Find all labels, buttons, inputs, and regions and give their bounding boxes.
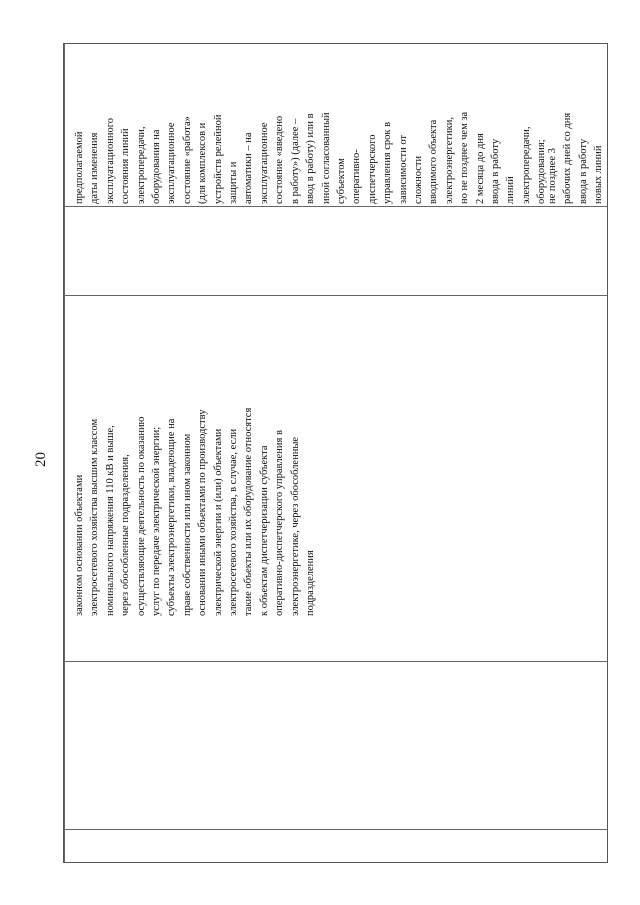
cell-text-line: осуществляющие деятельность по оказанию: [135, 416, 147, 616]
cell-text-line: электросетевого хозяйства, в случае, если: [228, 428, 240, 616]
cell-text-line: законном основании объектами: [74, 474, 85, 616]
cell-text-line: праве собственности или ином законном: [181, 433, 193, 616]
cell-text-line: зависимости от: [397, 134, 409, 204]
cell-text-line: иной согласованный: [320, 112, 332, 204]
table-row-divider: [64, 661, 607, 662]
cell-text-line: устройств релейной: [212, 114, 224, 204]
table-column-divider: [64, 44, 65, 862]
cell-text-line: состояние «работа»: [181, 116, 193, 204]
cell-text-line: оперативно-: [351, 149, 363, 204]
cell-text-line: электрической энергии и (или) объектами: [212, 428, 224, 616]
cell-text-line: такие объекты или их оборудование относятся: [243, 407, 255, 616]
cell-text-line: управления срок в: [382, 121, 394, 204]
cell-text-line: даты изменения: [89, 132, 101, 204]
deadline-cell-text: [72, 50, 550, 204]
cell-text-line: оборудования;: [536, 139, 548, 204]
cell-text-line: (для комплексов и: [197, 122, 209, 204]
cell-text-line: через обособленные подразделения,: [120, 454, 132, 616]
cell-text-line: 2 месяца до дня: [474, 133, 486, 204]
cell-text-line: электросетевого хозяйства высшим классом: [89, 418, 101, 616]
cell-text-line: электропередачи,: [135, 126, 147, 204]
table-row-divider: [64, 206, 607, 207]
table-row-divider: [64, 829, 607, 830]
requirements-cell-text: [72, 296, 319, 616]
cell-text-line: электроэнергетике, через обособленные: [289, 436, 301, 616]
cell-text-line: линий: [505, 176, 517, 204]
cell-text-line: субъектом: [335, 158, 347, 204]
cell-text-line: эксплуатационное: [258, 122, 270, 204]
cell-text-line: электроэнергетики,: [443, 117, 455, 204]
cell-text-line: оборудования на: [151, 129, 163, 204]
page-number: 20: [33, 452, 49, 467]
cell-text-line: состояния линий: [120, 128, 132, 204]
cell-text-line: рабочих дней со дня: [562, 112, 574, 204]
cell-text-line: подразделения: [305, 550, 317, 616]
cell-text-line: но не позднее чем за: [459, 111, 471, 204]
cell-text-line: номинального напряжения 110 кВ и выше,: [104, 425, 116, 616]
cell-text-line: состояние «введено: [274, 115, 286, 204]
cell-text-line: автоматики – на: [243, 132, 255, 204]
cell-text-line: вводимого объекта: [428, 119, 440, 204]
cell-text-line: услуг по передаче электрической энергии;: [151, 426, 163, 616]
cell-text-line: в работу») (далее –: [289, 118, 301, 204]
deadline-cell-text-2: [545, 50, 607, 204]
cell-text-line: ввода в работу: [577, 138, 589, 204]
cell-text-line: эксплуатационное: [166, 122, 178, 204]
cell-text-line: ввод в работу) или в: [305, 113, 317, 204]
cell-text-line: основании иными объектами по производству: [197, 409, 209, 616]
cell-text-line: диспетчерского: [366, 134, 378, 204]
cell-text-line: не позднее 3: [547, 148, 558, 204]
cell-text-line: электропередачи,: [520, 126, 532, 204]
cell-text-line: оперативно-диспетчерского управления в: [274, 430, 286, 616]
cell-text-line: сложности: [412, 155, 424, 204]
cell-text-line: к объектам диспетчеризации субъекта: [258, 445, 270, 616]
cell-text-line: защиты и: [228, 161, 240, 204]
cell-text-line: эксплуатационного: [104, 117, 116, 204]
cell-text-line: субъекты электроэнергетики, владеющие на: [166, 418, 178, 616]
cell-text-line: ввода в работу: [489, 138, 501, 204]
cell-text-line: новых линий: [593, 145, 605, 204]
cell-text-line: предполагаемой: [74, 131, 85, 204]
